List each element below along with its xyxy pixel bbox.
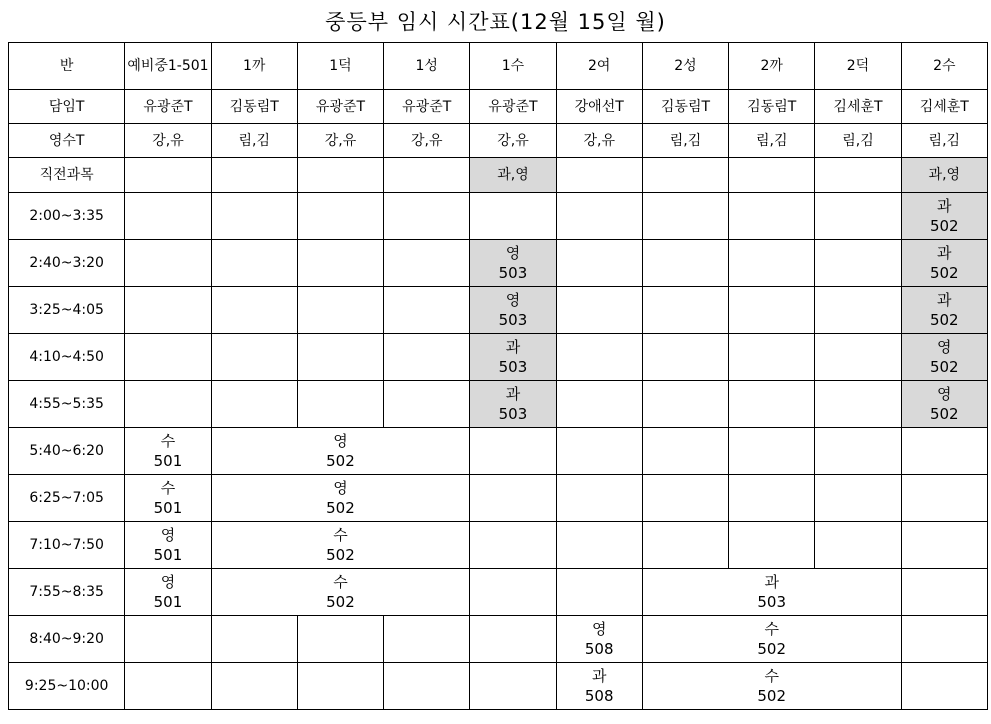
empty-cell xyxy=(297,334,383,381)
empty-cell xyxy=(729,381,815,428)
teacher-cell: 유광준T xyxy=(125,90,211,124)
class-cell xyxy=(470,381,556,428)
teacher-cell: 유광준T xyxy=(297,90,383,124)
prev-subject-cell: 과,영 xyxy=(901,158,987,193)
room-label: 502 xyxy=(929,311,959,329)
subject-label: 수 xyxy=(160,432,176,450)
sub-teacher-cell: 영수T xyxy=(9,124,125,158)
subject-label: 영 xyxy=(505,291,521,309)
teacher-cell: 담임T xyxy=(9,90,125,124)
period-row xyxy=(9,428,988,475)
empty-cell xyxy=(556,475,642,522)
header-cell: 1까 xyxy=(211,43,297,90)
subject-label: 영 xyxy=(333,432,348,450)
class-cell xyxy=(470,287,556,334)
empty-cell xyxy=(384,663,470,710)
empty-cell xyxy=(211,616,297,663)
period-row xyxy=(9,569,988,616)
teacher-cell: 김동림T xyxy=(211,90,297,124)
room-label: 502 xyxy=(326,593,355,611)
empty-cell xyxy=(470,193,556,240)
empty-cell xyxy=(729,158,815,193)
empty-cell xyxy=(211,663,297,710)
header-cell: 2까 xyxy=(729,43,815,90)
empty-cell xyxy=(642,334,728,381)
class-cell xyxy=(470,240,556,287)
subject-label: 과 xyxy=(937,197,952,215)
period-row xyxy=(9,381,988,428)
class-cell xyxy=(556,616,642,663)
class-cell xyxy=(901,193,987,240)
header-row xyxy=(9,43,988,90)
class-cell xyxy=(901,287,987,334)
class-cell xyxy=(901,381,987,428)
time-cell: 5:40~6:20 xyxy=(9,428,125,475)
empty-cell xyxy=(556,428,642,475)
empty-cell xyxy=(125,158,211,193)
header-cell: 반 xyxy=(9,43,125,90)
class-cell xyxy=(125,475,211,522)
period-row xyxy=(9,522,988,569)
class-cell xyxy=(125,428,211,475)
teacher-cell: 김세훈T xyxy=(815,90,901,124)
empty-cell xyxy=(211,193,297,240)
subject-label: 수 xyxy=(764,620,779,638)
period-row xyxy=(9,334,988,381)
empty-cell xyxy=(556,381,642,428)
class-cell xyxy=(642,663,901,710)
empty-cell xyxy=(125,616,211,663)
room-label: 503 xyxy=(498,405,528,423)
room-label: 502 xyxy=(929,217,959,235)
sub-teacher-cell: 강,유 xyxy=(125,124,211,158)
empty-cell xyxy=(729,522,815,569)
class-cell xyxy=(211,569,470,616)
empty-cell xyxy=(470,522,556,569)
sub-teacher-cell: 강,유 xyxy=(384,124,470,158)
room-label: 501 xyxy=(153,546,183,564)
empty-cell xyxy=(556,158,642,193)
room-label: 501 xyxy=(153,452,183,470)
empty-cell xyxy=(556,334,642,381)
empty-cell xyxy=(642,475,728,522)
empty-cell xyxy=(125,663,211,710)
empty-cell xyxy=(901,569,987,616)
room-label: 501 xyxy=(153,593,183,611)
empty-cell xyxy=(470,475,556,522)
sub-teacher-cell: 강,유 xyxy=(556,124,642,158)
teacher-cell: 김세훈T xyxy=(901,90,987,124)
sub-teacher-cell: 림,김 xyxy=(642,124,728,158)
period-row xyxy=(9,240,988,287)
empty-cell xyxy=(384,381,470,428)
empty-cell xyxy=(384,334,470,381)
time-cell: 2:40~3:20 xyxy=(9,240,125,287)
empty-cell xyxy=(211,287,297,334)
subject-label: 수 xyxy=(160,479,176,497)
class-cell xyxy=(901,240,987,287)
subject-label: 영 xyxy=(591,620,607,638)
teacher-cell: 김동림T xyxy=(729,90,815,124)
header-cell: 2덕 xyxy=(815,43,901,90)
sub-teacher-cell: 림,김 xyxy=(729,124,815,158)
room-label: 508 xyxy=(584,687,614,705)
room-label: 502 xyxy=(757,687,787,705)
empty-cell xyxy=(125,240,211,287)
room-label: 502 xyxy=(929,264,959,282)
empty-cell xyxy=(211,334,297,381)
empty-cell xyxy=(815,240,901,287)
subject-label: 영 xyxy=(937,338,952,356)
empty-cell xyxy=(729,428,815,475)
class-cell xyxy=(211,428,470,475)
subject-label: 영 xyxy=(160,526,176,544)
empty-cell xyxy=(901,616,987,663)
empty-cell xyxy=(642,240,728,287)
empty-cell xyxy=(642,193,728,240)
room-label: 508 xyxy=(584,640,614,658)
empty-cell xyxy=(901,428,987,475)
subject-label: 과 xyxy=(937,291,952,309)
empty-cell xyxy=(297,381,383,428)
empty-cell xyxy=(729,287,815,334)
subject-label: 과 xyxy=(505,385,521,403)
room-label: 502 xyxy=(757,640,787,658)
sub-teacher-cell: 강,유 xyxy=(297,124,383,158)
empty-cell xyxy=(470,428,556,475)
empty-cell xyxy=(556,193,642,240)
subject-label: 수 xyxy=(333,526,348,544)
subject-label: 과 xyxy=(591,667,607,685)
empty-cell xyxy=(815,428,901,475)
period-row xyxy=(9,616,988,663)
room-label: 502 xyxy=(929,405,959,423)
period-row xyxy=(9,663,988,710)
empty-cell xyxy=(815,334,901,381)
timetable xyxy=(8,42,988,710)
header-cell: 1수 xyxy=(470,43,556,90)
class-cell xyxy=(901,334,987,381)
empty-cell xyxy=(815,475,901,522)
empty-cell xyxy=(556,240,642,287)
empty-cell xyxy=(125,334,211,381)
empty-cell xyxy=(729,193,815,240)
time-cell: 2:00~3:35 xyxy=(9,193,125,240)
empty-cell xyxy=(384,193,470,240)
empty-cell xyxy=(297,287,383,334)
class-cell xyxy=(125,569,211,616)
teacher-cell: 유광준T xyxy=(470,90,556,124)
time-cell: 4:10~4:50 xyxy=(9,334,125,381)
period-row xyxy=(9,193,988,240)
empty-cell xyxy=(556,287,642,334)
class-cell xyxy=(211,522,470,569)
header-cell: 1성 xyxy=(384,43,470,90)
period-row xyxy=(9,475,988,522)
empty-cell xyxy=(125,381,211,428)
empty-cell xyxy=(815,287,901,334)
time-cell: 7:55~8:35 xyxy=(9,569,125,616)
teacher-row xyxy=(9,90,988,124)
empty-cell xyxy=(815,381,901,428)
room-label: 502 xyxy=(326,452,355,470)
empty-cell xyxy=(556,522,642,569)
room-label: 502 xyxy=(326,546,355,564)
header-cell: 2수 xyxy=(901,43,987,90)
empty-cell xyxy=(729,475,815,522)
empty-cell xyxy=(125,193,211,240)
class-cell xyxy=(470,334,556,381)
empty-cell xyxy=(642,428,728,475)
empty-cell xyxy=(470,663,556,710)
time-cell: 9:25~10:00 xyxy=(9,663,125,710)
sub-teacher-cell: 강,유 xyxy=(470,124,556,158)
empty-cell xyxy=(729,334,815,381)
subject-label: 과 xyxy=(764,573,779,591)
class-cell xyxy=(211,475,470,522)
prev-subject-label: 직전과목 xyxy=(9,158,125,193)
empty-cell xyxy=(211,381,297,428)
empty-cell xyxy=(125,287,211,334)
prev-subject-row xyxy=(9,158,988,193)
period-row xyxy=(9,287,988,334)
room-label: 503 xyxy=(757,593,787,611)
subject-label: 수 xyxy=(764,667,779,685)
sub-teacher-row xyxy=(9,124,988,158)
empty-cell xyxy=(297,193,383,240)
teacher-cell: 유광준T xyxy=(384,90,470,124)
teacher-cell: 김동림T xyxy=(642,90,728,124)
subject-label: 수 xyxy=(333,573,348,591)
empty-cell xyxy=(211,240,297,287)
room-label: 502 xyxy=(326,499,355,517)
room-label: 502 xyxy=(929,358,959,376)
subject-label: 영 xyxy=(505,244,521,262)
empty-cell xyxy=(297,616,383,663)
empty-cell xyxy=(729,240,815,287)
empty-cell xyxy=(470,616,556,663)
class-cell xyxy=(125,522,211,569)
class-cell xyxy=(642,616,901,663)
time-cell: 8:40~9:20 xyxy=(9,616,125,663)
empty-cell xyxy=(384,240,470,287)
time-cell: 4:55~5:35 xyxy=(9,381,125,428)
teacher-cell: 강애선T xyxy=(556,90,642,124)
empty-cell xyxy=(297,663,383,710)
header-cell: 1덕 xyxy=(297,43,383,90)
empty-cell xyxy=(642,522,728,569)
page-title: 중등부 임시 시간표(12월 15일 월) xyxy=(325,10,666,34)
time-cell: 3:25~4:05 xyxy=(9,287,125,334)
subject-label: 영 xyxy=(160,573,176,591)
sub-teacher-cell: 림,김 xyxy=(815,124,901,158)
subject-label: 과 xyxy=(937,244,952,262)
empty-cell xyxy=(815,193,901,240)
empty-cell xyxy=(556,569,642,616)
room-label: 503 xyxy=(498,264,528,282)
empty-cell xyxy=(901,475,987,522)
room-label: 503 xyxy=(498,311,528,329)
prev-subject-cell: 과,영 xyxy=(470,158,556,193)
empty-cell xyxy=(901,522,987,569)
empty-cell xyxy=(642,287,728,334)
class-cell xyxy=(556,663,642,710)
empty-cell xyxy=(384,158,470,193)
room-label: 503 xyxy=(498,358,528,376)
header-cell: 2성 xyxy=(642,43,728,90)
header-cell: 2여 xyxy=(556,43,642,90)
subject-label: 영 xyxy=(333,479,348,497)
class-cell xyxy=(642,569,901,616)
subject-label: 영 xyxy=(937,385,952,403)
sub-teacher-cell: 림,김 xyxy=(211,124,297,158)
subject-label: 과 xyxy=(505,338,521,356)
empty-cell xyxy=(642,158,728,193)
empty-cell xyxy=(815,522,901,569)
empty-cell xyxy=(815,158,901,193)
header-cell: 예비중1-501 xyxy=(125,43,211,90)
empty-cell xyxy=(297,240,383,287)
time-cell: 6:25~7:05 xyxy=(9,475,125,522)
empty-cell xyxy=(901,663,987,710)
time-cell: 7:10~7:50 xyxy=(9,522,125,569)
empty-cell xyxy=(642,381,728,428)
empty-cell xyxy=(211,158,297,193)
empty-cell xyxy=(470,569,556,616)
empty-cell xyxy=(384,287,470,334)
empty-cell xyxy=(297,158,383,193)
room-label: 501 xyxy=(153,499,183,517)
empty-cell xyxy=(384,616,470,663)
sub-teacher-cell: 림,김 xyxy=(901,124,987,158)
